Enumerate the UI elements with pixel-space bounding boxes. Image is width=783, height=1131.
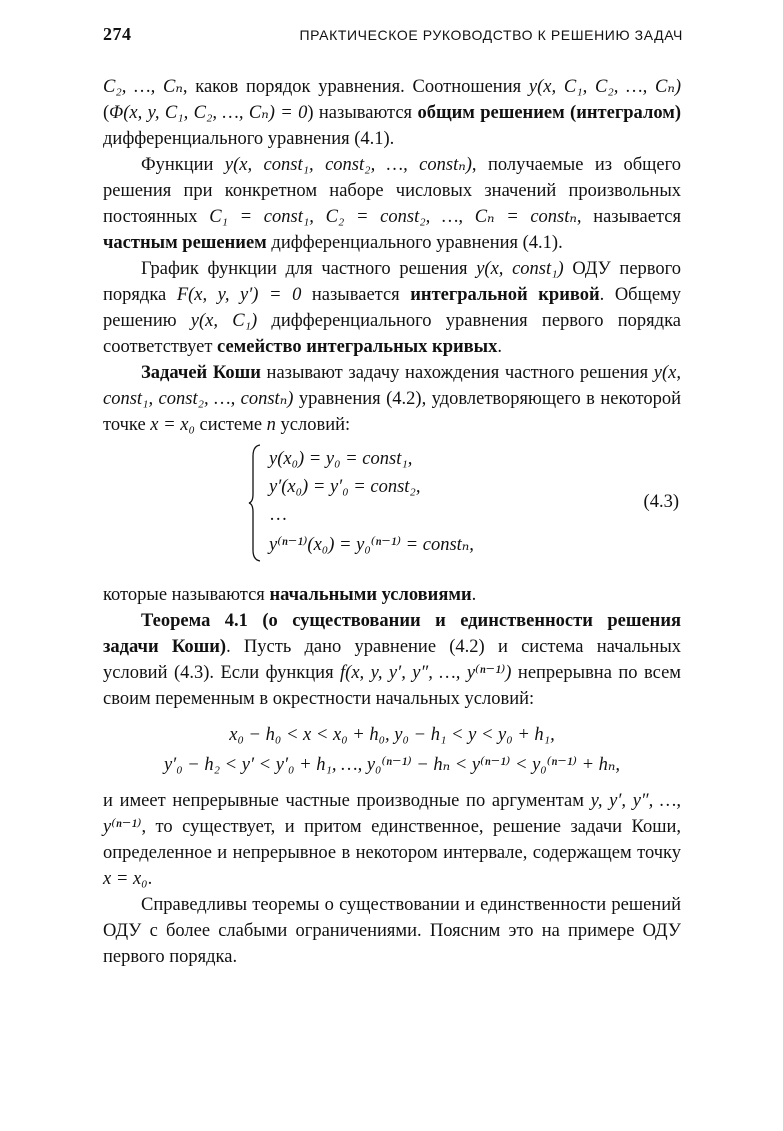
term-particular-solution: частным решением bbox=[103, 233, 267, 253]
page-number: 274 bbox=[103, 24, 132, 44]
running-title: ПРАКТИЧЕСКОЕ РУКОВОДСТВО К РЕШЕНИЮ ЗАДАЧ bbox=[299, 27, 683, 43]
math-F: F(x, y, y′) = 0 bbox=[176, 285, 302, 305]
theorem-title: Теорема 4.1 (о существовании и единственности решения задачи Коши) bbox=[103, 611, 681, 657]
page-body bbox=[103, 74, 681, 970]
paragraph-general-solution: C₂, …, Cₙ, каков порядок уравнения. Соотношения y(x, C₁, C₂, …, Cₙ) (Φ(x, y, C₁, C₂, …, Cₙ) = 0) называются общим решением (интегралом) дифференциального уравнения (4.1). bbox=[103, 77, 682, 149]
term-initial-conditions: начальными условиями bbox=[269, 585, 472, 605]
term-integral-curve: интегральной кривой bbox=[410, 285, 600, 305]
math-f-args: f(x, y, y′, y″, …, y⁽ⁿ⁻¹⁾) bbox=[340, 663, 512, 683]
math-c-consts: C₁ = const₁, C₂ = const₂, …, Cₙ = constₙ bbox=[209, 207, 577, 227]
math-y-C1: y(x, C₁) bbox=[190, 311, 258, 331]
paragraph-cauchy-problem: Задачей Коши называют задачу нахождения частного решения y(x, const₁, const₂, …, constₙ) уравнения (4.2), удовлетворяющего в некоторой точке x = x₀ системе n условий: bbox=[103, 363, 681, 435]
system-line-4: y⁽ⁿ⁻¹⁾(x₀) = y₀⁽ⁿ⁻¹⁾ = constₙ, bbox=[269, 535, 474, 555]
paragraph-initial-conditions: которые называются начальными условиями. bbox=[103, 585, 477, 605]
system-line-2: y′(x₀) = y′₀ = const₂, bbox=[269, 477, 421, 497]
inequality-line-1: x₀ − h₀ < x < x₀ + h₀, y₀ − h₁ < y < y₀ + h₁, bbox=[229, 725, 555, 745]
term-cauchy-problem: Задачей Коши bbox=[141, 363, 261, 383]
system-line-1: y(x₀) = y₀ = const₁, bbox=[269, 449, 413, 469]
paragraph-particular-solution: Функции y(x, const₁, const₂, …, constₙ), получаемые из общего решения при конкретном наборе числовых значений произвольных постоянных C₁ = const₁, C₂ = const₂, …, Cₙ = constₙ, называется частным решением дифференциального уравнения (4.1). bbox=[103, 155, 681, 253]
math-phi: Φ(x, y, C₁, C₂, …, Cₙ) = 0 bbox=[109, 103, 308, 123]
equation-system-4-3 bbox=[103, 440, 681, 572]
page-header bbox=[103, 24, 683, 50]
paragraph-theorem-conclusion: и имеет непрерывные частные производные по аргументам y, y′, y″, …, y⁽ⁿ⁻¹⁾, то существует, и притом единственное, решение задачи Коши, определенное и непрерывное в некотором интервале, содержащем точку x = x₀. bbox=[103, 791, 681, 889]
math-y-general: y(x, C₁, C₂, …, Cₙ) bbox=[528, 77, 682, 97]
math-y-consts: y(x, const₁, const₂, …, constₙ) bbox=[224, 155, 472, 175]
math-y-const1: y(x, const₁) bbox=[476, 259, 564, 279]
math-c2-cn: C₂, …, Cₙ bbox=[103, 77, 183, 97]
paragraph-integral-curve: График функции для частного решения y(x, const₁) ОДУ первого порядка F(x, y, y′) = 0 называется интегральной кривой. Общему решению y(x, C₁) дифференциального уравнения первого порядка соответствует семейство интегральных кривых. bbox=[103, 259, 682, 357]
paragraph-theorem: Теорема 4.1 (о существовании и единственности решения задачи Коши). Пусть дано уравнение (4.2) и система начальных условий (4.3). Если функция f(x, y, y′, y″, …, y⁽ⁿ⁻¹⁾) непрерывна по всем своим переменным в окрестности начальных условий: bbox=[103, 611, 682, 709]
term-general-solution: общим решением (интегралом) bbox=[417, 103, 681, 123]
math-args: y, y′, y″, …, y⁽ⁿ⁻¹⁾ bbox=[103, 791, 681, 837]
equation-number: (4.3) bbox=[643, 492, 679, 512]
inequality-line-2: y′₀ − h₂ < y′ < y′₀ + h₁, …, y₀⁽ⁿ⁻¹⁾ − hₙ < y⁽ⁿ⁻¹⁾ < y₀⁽ⁿ⁻¹⁾ + hₙ, bbox=[163, 755, 621, 775]
system-line-3: … bbox=[269, 505, 288, 525]
paragraph-weaker-conditions: Справедливы теоремы о существовании и единственности решений ОДУ с более слабыми ограничениями. Поясним это на примере ОДУ первого порядка. bbox=[103, 895, 681, 967]
left-brace-icon bbox=[248, 444, 262, 562]
term-family-curves: семейство интегральных кривых bbox=[217, 337, 498, 357]
